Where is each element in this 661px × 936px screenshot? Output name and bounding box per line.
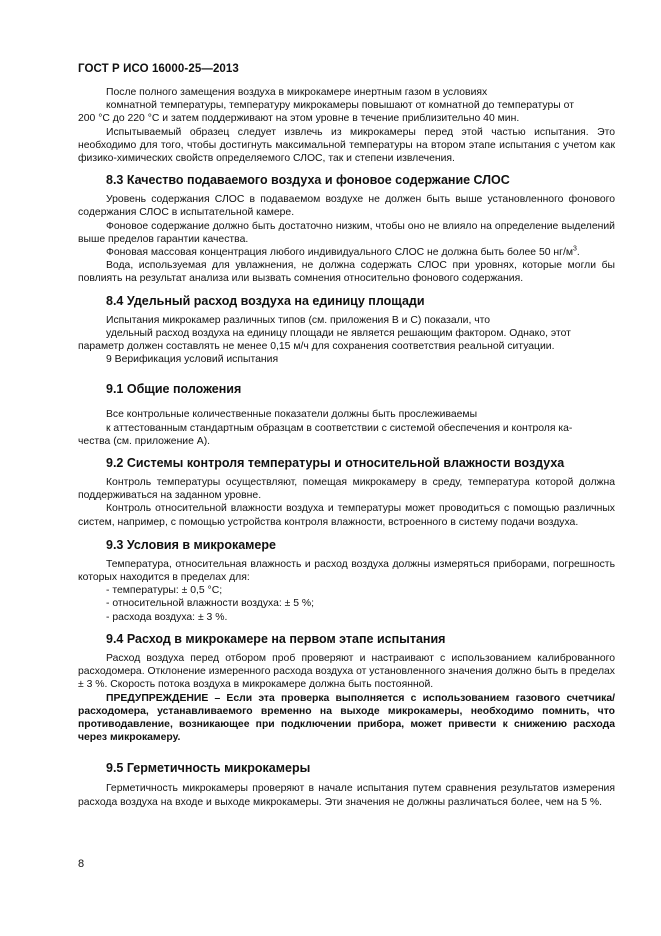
intro-paragraph-2: Испытываемый образец следует извлечь из микрокамеры перед этой частью испытания. Это необходимо для того, чтобы достигнуть максимальной температуры на втором этапе испытания с учетом как физико-химических свойств определяемого СЛОС, так и степени извлечения. xyxy=(78,126,615,165)
section-9-2-paragraph-1: Контроль температуры осуществляют, помещая микрокамеру в среду, температура которой должна поддерживаться на заданном уровне. xyxy=(78,477,615,502)
section-heading-8-4: 8.4 Удельный расход воздуха на единицу площади xyxy=(106,293,425,308)
intro-line-3: 200 °С до 220 °С и затем поддерживают на этом уровне в течение приблизительно 40 мин. xyxy=(78,113,520,125)
section-9-4-paragraph-1: Расход воздуха перед отбором проб проверяют и настраивают с использованием калиброванного расходомера. Отклонение измеренного расхода воздуха от установленного значения должно быть в пределах ± 3 %. Скорость потока воздуха в микрокамере должна быть постоянной. xyxy=(78,652,615,691)
concentration-period: . xyxy=(576,247,580,259)
page-number: 8 xyxy=(78,858,85,870)
section-9-5-paragraph-1: Герметичность микрокамеры проверяют в начале испытания путем сравнения результатов измерения расхода воздуха на входе и выходе микрокамеры. Эти значения не должны различаться более, чем на 5 %. xyxy=(78,783,615,808)
intro-line-2: комнатной температуры, температуру микрокамеры повышают от комнатной до температуры от xyxy=(106,100,574,112)
section-heading-9-5: 9.5 Герметичность микрокамеры xyxy=(106,761,311,776)
section-9-2-paragraph-2: Контроль относительной влажности воздуха и температуры может проводиться с помощью различных систем, например, с помощью устройства контроля влажности, встроенного в систему подачи воздуха. xyxy=(78,503,615,528)
document-body xyxy=(78,86,615,809)
section-8-4-line-2: удельный расход воздуха на единицу площади не является решающим фактором. Однако, этот xyxy=(106,327,571,339)
section-9-1-line-2: к аттестованным стандартным образцам в соответствии с системой обеспечения и контроля ка- xyxy=(106,422,573,434)
section-8-3-paragraph-1: Уровень содержания СЛОС в подаваемом воздухе не должен быть выше установленного фонового содержания СЛОС в испытательной камере. xyxy=(78,194,615,219)
cubic-superscript: 3 xyxy=(572,245,577,253)
section-8-3-paragraph-4: Вода, используемая для увлажнения, не должна содержать СЛОС при уровнях, которые могли бы повлиять на результат анализа или вызвать сомнения относительно фонового содержания. xyxy=(78,260,615,285)
warning-paragraph: ПРЕДУПРЕЖДЕНИЕ – Если эта проверка выполняется с использованием газового счетчика/расходомера, устанавливаемого временно на выходе микрокамеры, необходимо помнить, что противодавление, возникающее при подключении прибора, может привести к снижению расхода через микрокамеру. xyxy=(78,692,615,744)
section-heading-9-4: 9.4 Расход в микрокамере на первом этапе испытания xyxy=(106,631,446,646)
section-9-heading-inline: 9 Верификация условий испытания xyxy=(106,354,279,366)
section-8-4-line-1: Испытания микрокамер различных типов (см. приложения В и С) показали, что xyxy=(106,314,491,326)
tolerance-item-airflow: - расхода воздуха: ± 3 %. xyxy=(106,611,228,623)
section-heading-9-3: 9.3 Условия в микрокамере xyxy=(106,537,276,552)
section-8-3-paragraph-3 xyxy=(78,246,615,259)
document-header: ГОСТ Р ИСО 16000-25—2013 xyxy=(78,63,239,75)
tolerance-item-humidity: - относительной влажности воздуха: ± 5 %; xyxy=(106,598,315,610)
tolerance-item-temperature: - температуры: ± 0,5 °С; xyxy=(106,585,223,597)
section-8-4-line-3: параметр должен составлять не менее 0,15 м/ч для сохранения соответствия реальной ситуации. xyxy=(78,341,555,353)
section-9-1-line-1: Все контрольные количественные показатели должны быть прослеживаемы xyxy=(106,409,478,421)
section-heading-9-2: 9.2 Системы контроля температуры и относительной влажности воздуха xyxy=(106,456,565,471)
section-9-1-line-3: чества (см. приложение А). xyxy=(78,435,211,447)
section-heading-8-3: 8.3 Качество подаваемого воздуха и фоновое содержание СЛОС xyxy=(106,173,510,188)
concentration-text: Фоновая массовая концентрация любого индивидуального СЛОС не должна быть более 50 нг/м xyxy=(106,247,573,259)
section-heading-9-1: 9.1 Общие положения xyxy=(106,382,242,397)
section-8-3-paragraph-2: Фоновое содержание должно быть достаточно низким, чтобы оно не влияло на определение выделений выше пределов гарантии качества. xyxy=(78,220,615,245)
intro-line-1: После полного замещения воздуха в микрокамере инертным газом в условиях xyxy=(106,87,488,98)
section-9-3-paragraph-1: Температура, относительная влажность и расход воздуха должны измеряться приборами, погрешность которых находится в пределах для: xyxy=(78,558,615,584)
